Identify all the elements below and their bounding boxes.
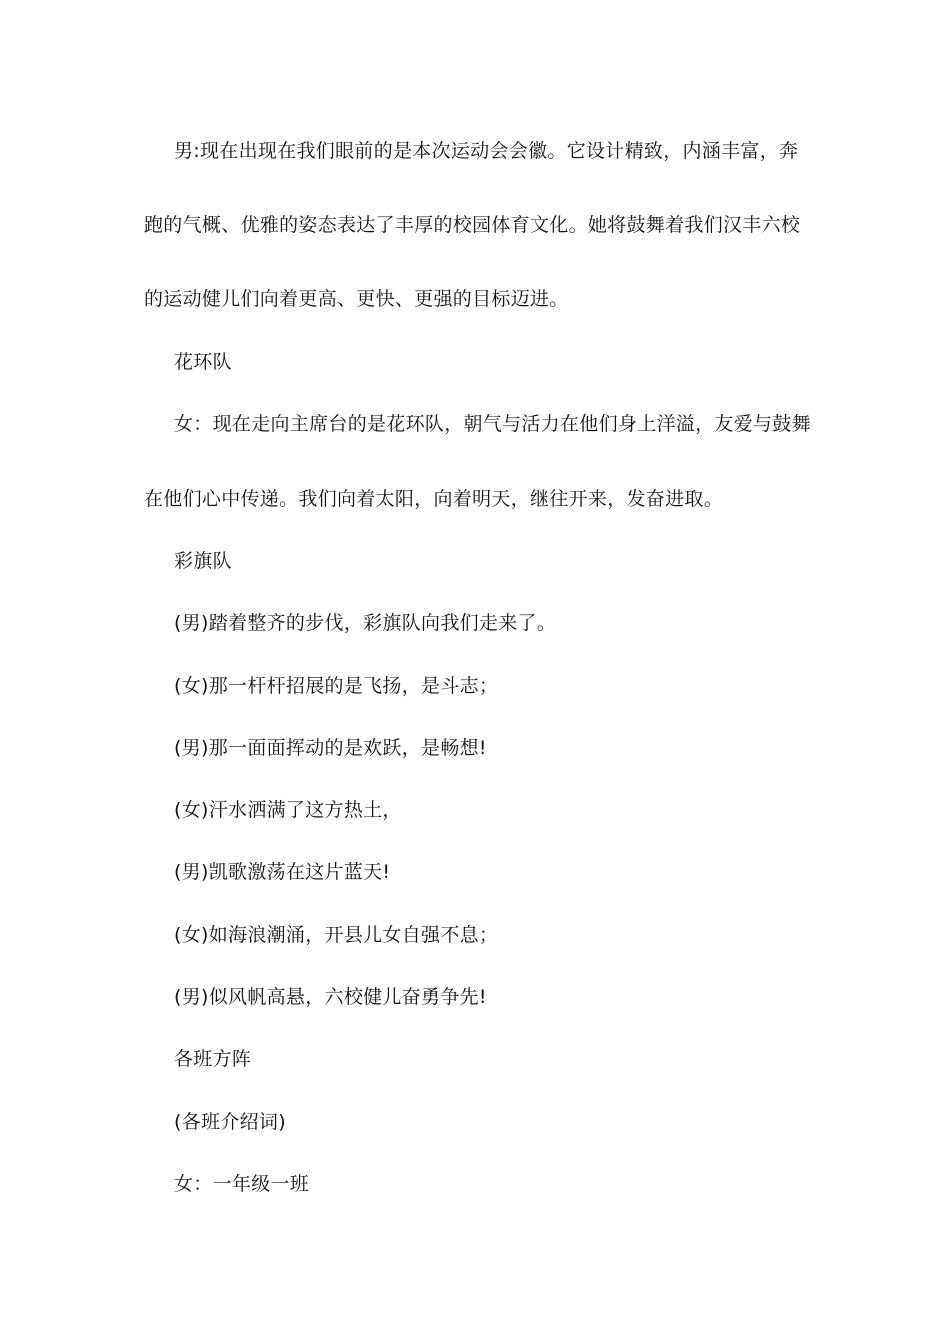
section-heading-flower-team: 花环队	[174, 351, 232, 373]
dialogue-line: (女)汗水洒满了这方热土，	[174, 799, 402, 821]
dialogue-line: (男)凯歌激荡在这片蓝天!	[174, 861, 391, 883]
dialogue-line: 女：一年级一班	[174, 1173, 310, 1195]
paragraph-emblem-line-3: 的运动健儿们向着更高、更快、更强的目标迈进。	[144, 288, 569, 310]
section-heading-class-formation: 各班方阵	[174, 1048, 252, 1070]
paragraph-flower-line-2: 在他们心中传递。我们向着太阳，向着明天，继往开来，发奋进取。	[144, 488, 724, 510]
class-intro-note: (各班介绍词)	[174, 1111, 286, 1133]
dialogue-line: (女)如海浪潮涌，开县儿女自强不息；	[174, 924, 499, 946]
dialogue-line: (男)似风帆高悬，六校健儿奋勇争先!	[174, 986, 487, 1008]
paragraph-emblem-line-1: 男:现在出现在我们眼前的是本次运动会会徽。它设计精致，内涵丰富，奔	[174, 140, 799, 162]
paragraph-flower-line-1: 女：现在走向主席台的是花环队，朝气与活力在他们身上洋溢，友爱与鼓舞	[174, 413, 811, 435]
dialogue-line: (女)那一杆杆招展的是飞扬，是斗志；	[174, 675, 499, 697]
paragraph-emblem-line-2: 跑的气概、优雅的姿态表达了丰厚的校园体育文化。她将鼓舞着我们汉丰六校	[144, 214, 801, 236]
dialogue-line: (男)踏着整齐的步伐，彩旗队向我们走来了。	[174, 612, 557, 634]
section-heading-flag-team: 彩旗队	[174, 550, 232, 572]
dialogue-line: (男)那一面面挥动的是欢跃，是畅想!	[174, 737, 487, 759]
